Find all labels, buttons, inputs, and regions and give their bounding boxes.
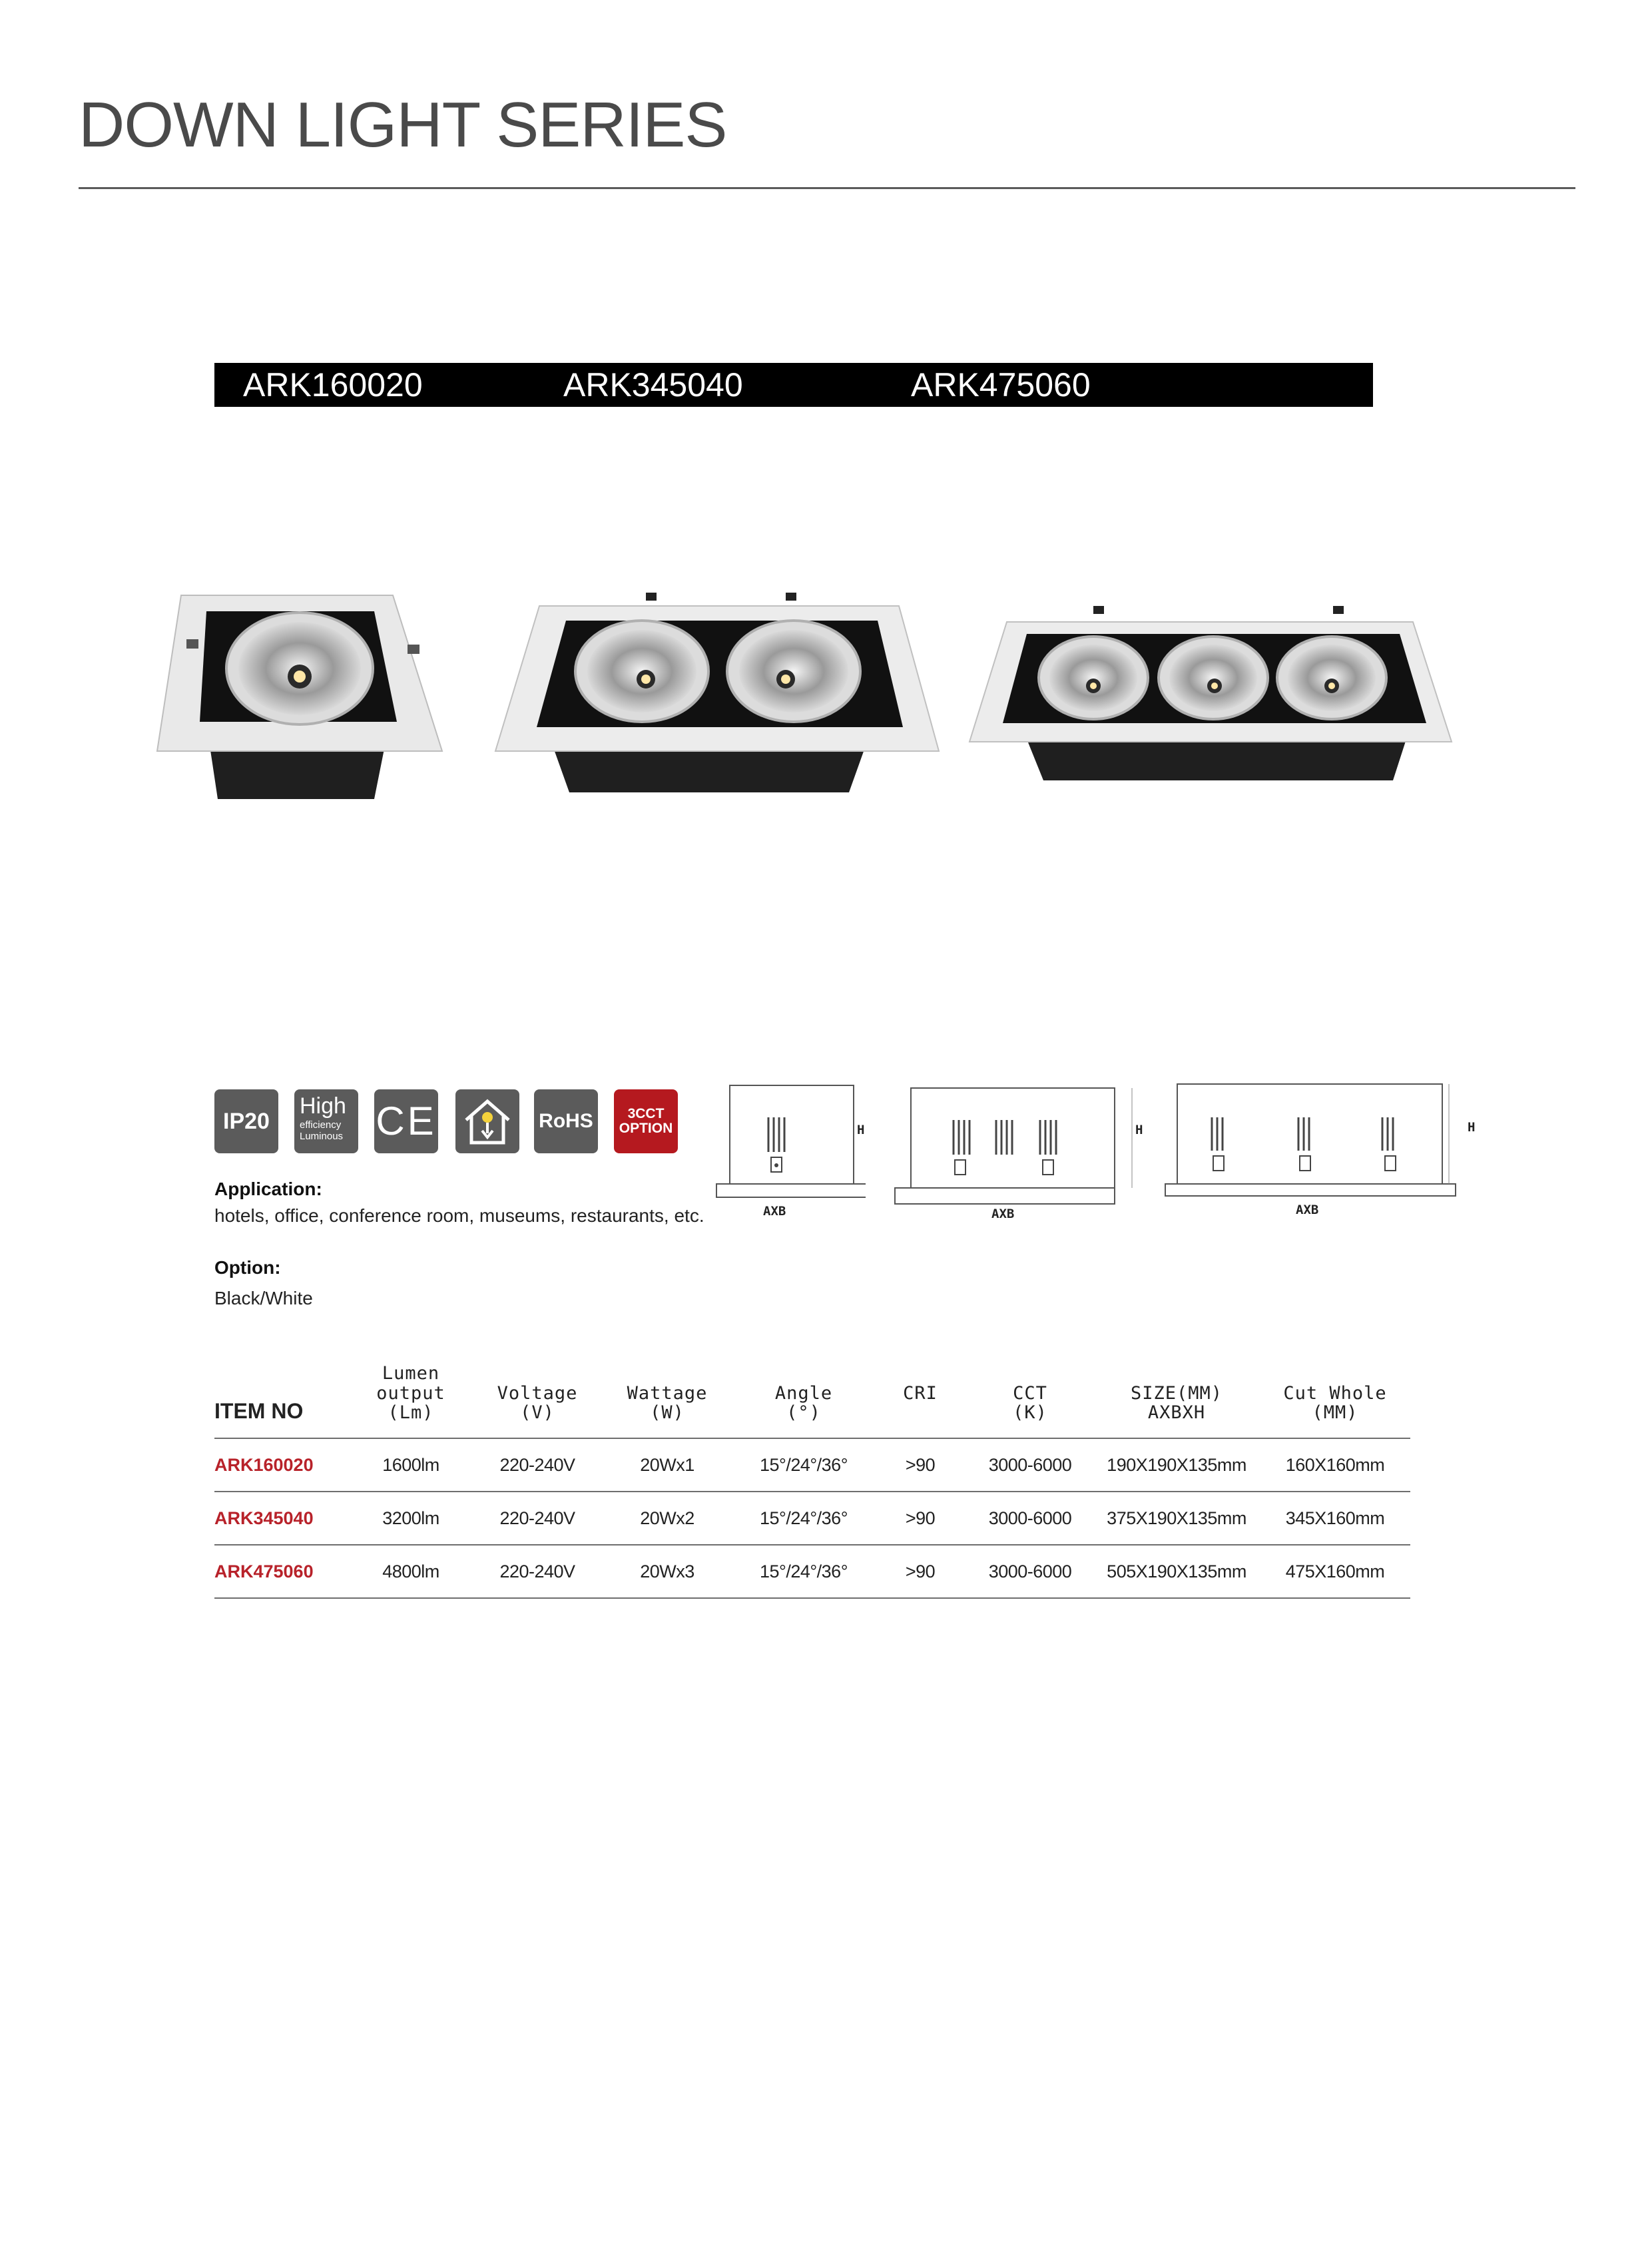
- ip20-badge: [214, 1089, 278, 1153]
- cut-value: 345X160mm: [1260, 1492, 1410, 1545]
- product-image-triple: [967, 606, 1460, 792]
- luminous-label: Luminous: [300, 1130, 344, 1142]
- header-cut-unit: (MM): [1312, 1402, 1358, 1424]
- item-number: ARK160020: [214, 1438, 348, 1492]
- header-voltage-label: Voltage: [497, 1382, 578, 1404]
- size-value: 375X190X135mm: [1093, 1492, 1260, 1545]
- cri-value: >90: [874, 1545, 967, 1598]
- lumen-value: 3200lm: [348, 1492, 474, 1545]
- width-label: AXB: [763, 1204, 786, 1219]
- cct-value: 3000-6000: [967, 1492, 1093, 1545]
- cri-value: >90: [874, 1438, 967, 1492]
- header-lumen-output: [348, 1364, 474, 1438]
- size-value: 190X190X135mm: [1093, 1438, 1260, 1492]
- cct-label: 3CCT: [627, 1105, 665, 1121]
- option-text: Black/White: [214, 1288, 313, 1308]
- indoor-use-icon: [455, 1089, 519, 1153]
- wattage-value: 20Wx1: [601, 1438, 734, 1492]
- header-size: [1093, 1364, 1260, 1438]
- height-label: H: [857, 1123, 865, 1137]
- header-cct-label: CCT: [1013, 1382, 1047, 1404]
- header-cut-label: Cut Whole: [1283, 1382, 1387, 1404]
- cct-value: 3000-6000: [967, 1438, 1093, 1492]
- voltage-value: 220-240V: [474, 1492, 601, 1545]
- rohs-label: RoHS: [539, 1110, 593, 1132]
- rohs-badge: [534, 1089, 598, 1153]
- header-angle-label: Angle: [774, 1382, 833, 1404]
- product-image-double: [493, 586, 946, 806]
- header-wattage-label: Wattage: [627, 1382, 708, 1404]
- header-angle: [734, 1364, 874, 1438]
- height-label: H: [1135, 1123, 1143, 1137]
- size-value: 505X190X135mm: [1093, 1545, 1260, 1598]
- voltage-value: 220-240V: [474, 1438, 601, 1492]
- lumen-value: 4800lm: [348, 1545, 474, 1598]
- application-label: Application:: [214, 1179, 322, 1199]
- header-size-unit: AXBXH: [1147, 1402, 1206, 1424]
- option-label: Option:: [214, 1257, 281, 1278]
- application-text: hotels, office, conference room, museums, restaurants, etc.: [214, 1205, 704, 1226]
- ip20-label: IP20: [223, 1109, 270, 1134]
- option-label: OPTION: [619, 1121, 673, 1136]
- dimension-drawing-triple: [1163, 1080, 1462, 1207]
- header-cct: [967, 1364, 1093, 1438]
- specification-table: [214, 1364, 1410, 1599]
- header-voltage: [474, 1364, 601, 1438]
- angle-value: 15°/24°/36°: [734, 1438, 874, 1492]
- angle-value: 15°/24°/36°: [734, 1545, 874, 1598]
- ce-label: CE: [376, 1099, 437, 1143]
- table-header-row: [214, 1364, 1410, 1438]
- cut-value: 160X160mm: [1260, 1438, 1410, 1492]
- header-wattage-unit: (W): [650, 1402, 685, 1424]
- item-number: ARK475060: [214, 1545, 348, 1598]
- header-item-no: ITEM NO: [214, 1398, 304, 1423]
- header-lumen-unit: (Lm): [388, 1402, 434, 1424]
- model-name: ARK345040: [563, 366, 743, 404]
- high-efficiency-badge: [294, 1089, 358, 1153]
- header-lumen-label: Lumen output: [376, 1363, 445, 1404]
- lumen-value: 1600lm: [348, 1438, 474, 1492]
- model-name-bar: [214, 363, 1373, 407]
- item-number: ARK345040: [214, 1492, 348, 1545]
- header-cut-whole: [1260, 1364, 1410, 1438]
- dimension-drawing-double: [892, 1085, 1145, 1212]
- ce-mark-badge: [374, 1089, 438, 1153]
- cri-value: >90: [874, 1492, 967, 1545]
- wattage-value: 20Wx3: [601, 1545, 734, 1598]
- table-row: [214, 1438, 1410, 1492]
- dimension-drawing-single: [712, 1080, 866, 1213]
- model-name: ARK475060: [911, 366, 1091, 404]
- page-title: DOWN LIGHT SERIES: [79, 89, 727, 160]
- height-label: H: [1468, 1120, 1476, 1135]
- 3cct-option-badge: [614, 1089, 678, 1153]
- angle-value: 15°/24°/36°: [734, 1492, 874, 1545]
- cut-value: 475X160mm: [1260, 1545, 1410, 1598]
- title-divider: [79, 187, 1575, 189]
- header-voltage-unit: (V): [520, 1402, 555, 1424]
- header-cct-unit: (K): [1013, 1402, 1047, 1424]
- voltage-value: 220-240V: [474, 1545, 601, 1598]
- width-label: AXB: [1296, 1203, 1319, 1217]
- wattage-value: 20Wx2: [601, 1492, 734, 1545]
- header-size-label: SIZE(MM): [1130, 1382, 1223, 1404]
- product-image-single: [154, 586, 447, 806]
- cct-value: 3000-6000: [967, 1545, 1093, 1598]
- header-cri: [874, 1364, 967, 1438]
- header-angle-unit: (°): [786, 1402, 821, 1424]
- table-row: [214, 1545, 1410, 1598]
- house-icon: [455, 1089, 519, 1153]
- table-row: [214, 1492, 1410, 1545]
- header-wattage: [601, 1364, 734, 1438]
- header-cri-label: CRI: [903, 1382, 938, 1404]
- width-label: AXB: [991, 1207, 1015, 1221]
- high-label: High: [300, 1093, 346, 1119]
- efficiency-label: efficiency: [300, 1119, 342, 1131]
- model-name: ARK160020: [243, 366, 423, 404]
